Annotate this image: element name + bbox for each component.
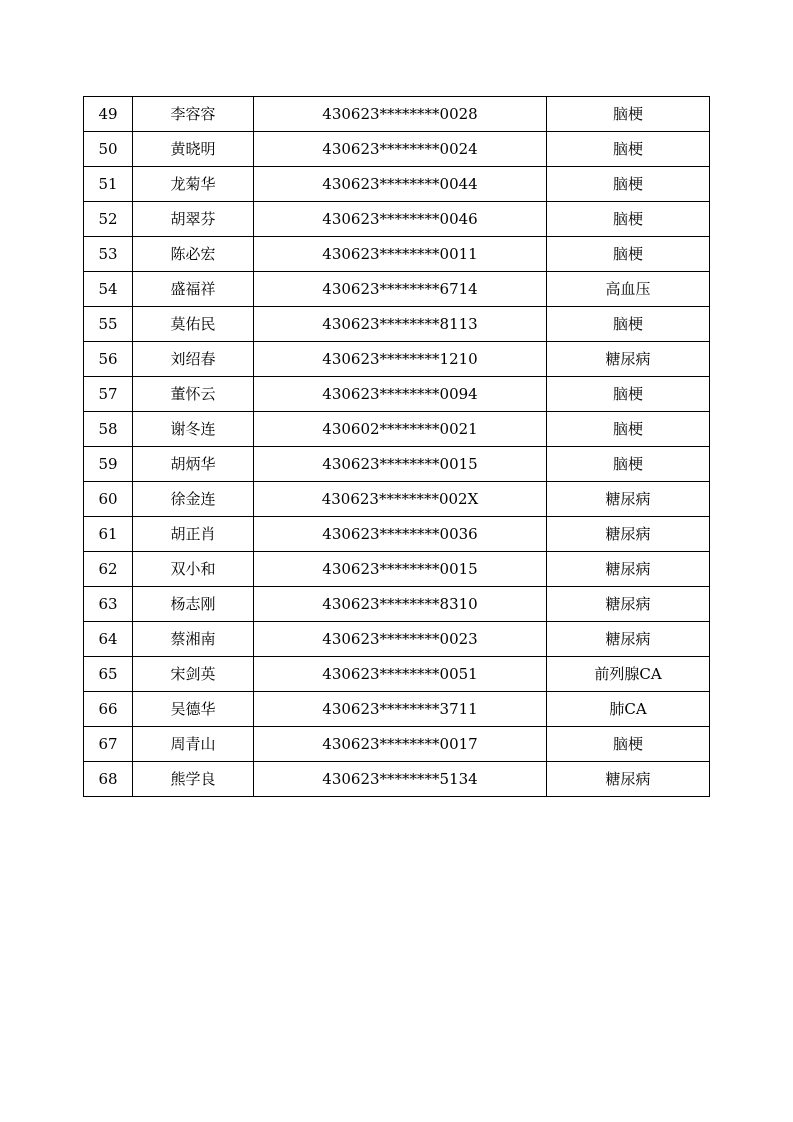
table-row [84,272,710,307]
diagnosis: 糖尿病 [547,517,710,552]
table-row [84,657,710,692]
id-number: 430623********0011 [254,237,547,272]
patient-name: 双小和 [133,552,254,587]
patient-name: 陈必宏 [133,237,254,272]
id-number: 430623********0015 [254,552,547,587]
row-number: 55 [84,307,133,342]
row-number: 52 [84,202,133,237]
patient-name: 蔡湘南 [133,622,254,657]
row-number: 59 [84,447,133,482]
diagnosis: 脑梗 [547,237,710,272]
diagnosis: 前列腺CA [547,657,710,692]
row-number: 54 [84,272,133,307]
row-number: 67 [84,727,133,762]
table-row [84,167,710,202]
diagnosis: 高血压 [547,272,710,307]
diagnosis: 脑梗 [547,377,710,412]
row-number: 58 [84,412,133,447]
table-row [84,97,710,132]
diagnosis: 脑梗 [547,202,710,237]
id-number: 430623********0024 [254,132,547,167]
row-number: 68 [84,762,133,797]
row-number: 50 [84,132,133,167]
patient-name: 谢冬连 [133,412,254,447]
table-row [84,447,710,482]
table-row [84,202,710,237]
patient-name: 胡翠芬 [133,202,254,237]
id-number: 430623********0023 [254,622,547,657]
id-number: 430623********0044 [254,167,547,202]
table-row [84,342,710,377]
table-row [84,482,710,517]
row-number: 56 [84,342,133,377]
patient-name: 李容容 [133,97,254,132]
diagnosis: 脑梗 [547,167,710,202]
diagnosis: 脑梗 [547,97,710,132]
id-number: 430623********0017 [254,727,547,762]
row-number: 66 [84,692,133,727]
patient-name: 盛福祥 [133,272,254,307]
id-number: 430623********0094 [254,377,547,412]
id-number: 430623********0028 [254,97,547,132]
table-row [84,727,710,762]
diagnosis: 糖尿病 [547,482,710,517]
table-row [84,377,710,412]
patient-name: 熊学良 [133,762,254,797]
id-number: 430623********3711 [254,692,547,727]
id-number: 430602********0021 [254,412,547,447]
id-number: 430623********0051 [254,657,547,692]
id-number: 430623********5134 [254,762,547,797]
patient-name: 莫佑民 [133,307,254,342]
patient-name: 杨志刚 [133,587,254,622]
row-number: 51 [84,167,133,202]
diagnosis: 糖尿病 [547,342,710,377]
id-number: 430623********0046 [254,202,547,237]
diagnosis: 脑梗 [547,727,710,762]
diagnosis: 脑梗 [547,132,710,167]
patient-table [83,96,710,797]
diagnosis: 脑梗 [547,447,710,482]
patient-name: 胡炳华 [133,447,254,482]
row-number: 53 [84,237,133,272]
patient-name: 徐金连 [133,482,254,517]
table-row [84,517,710,552]
table-row [84,132,710,167]
patient-name: 周青山 [133,727,254,762]
table-row [84,237,710,272]
row-number: 57 [84,377,133,412]
patient-name: 董怀云 [133,377,254,412]
diagnosis: 糖尿病 [547,587,710,622]
diagnosis: 糖尿病 [547,762,710,797]
diagnosis: 糖尿病 [547,622,710,657]
id-number: 430623********002X [254,482,547,517]
row-number: 62 [84,552,133,587]
id-number: 430623********8113 [254,307,547,342]
id-number: 430623********0015 [254,447,547,482]
row-number: 63 [84,587,133,622]
patient-name: 黄晓明 [133,132,254,167]
row-number: 65 [84,657,133,692]
table-row [84,552,710,587]
id-number: 430623********6714 [254,272,547,307]
diagnosis: 脑梗 [547,307,710,342]
row-number: 49 [84,97,133,132]
table-row [84,587,710,622]
patient-name: 胡正肖 [133,517,254,552]
table-row [84,412,710,447]
row-number: 64 [84,622,133,657]
diagnosis: 脑梗 [547,412,710,447]
patient-name: 吴德华 [133,692,254,727]
table-row [84,622,710,657]
id-number: 430623********0036 [254,517,547,552]
id-number: 430623********8310 [254,587,547,622]
diagnosis: 糖尿病 [547,552,710,587]
table-row [84,307,710,342]
patient-name: 刘绍春 [133,342,254,377]
patient-name: 宋剑英 [133,657,254,692]
table-row [84,692,710,727]
row-number: 60 [84,482,133,517]
patient-name: 龙菊华 [133,167,254,202]
id-number: 430623********1210 [254,342,547,377]
diagnosis: 肺CA [547,692,710,727]
row-number: 61 [84,517,133,552]
table-row [84,762,710,797]
